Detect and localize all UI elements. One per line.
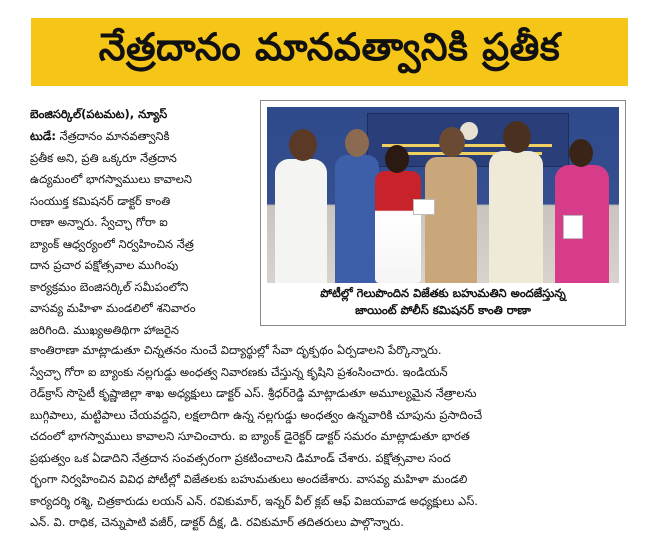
article-line: ర్భంగా నిర్వహించిన వివిధ పోటీల్లో విజేతలకు బహుమతులు అందజేశారు. వాసవ్య మహిళా మండలి [30,472,468,486]
certificate-paper [413,199,435,215]
dateline-place: బెంజిసర్కిల్(పటమట), న్యూస్ [30,107,168,121]
dateline-agency: టుడే: [30,129,56,143]
article-left-column [30,126,254,341]
article-line: కాంతిరాణా మాట్లాడుతూ చిన్నతనం నుంచే విద్యార్థుల్లో సేవా దృక్పథం ఏర్పడాలని పేర్కొన్నారు. [30,343,442,357]
person-cream-shirt [489,151,543,283]
caption-line: జాయింట్ పోలీస్ కమిషనర్ కాంతి రాణా [355,303,531,317]
news-photo-frame [260,100,626,326]
article-line: జరిగింది. ముఖ్యఅతిథిగా హాజరైన [30,322,179,337]
article-line: బ్యాంక్ ఆధ్వర్యంలో నిర్వహించిన నేత్ర [30,236,194,251]
article-line: దాన ప్రచార పక్షోత్సవాల ముగింపు [30,258,179,272]
article-full-width-text [30,340,627,534]
article-line: వాసవ్య మహిళా మండలిలో శనివారం [30,301,196,315]
headline-banner [31,18,628,86]
dateline [30,103,254,125]
article-line: చదంలో భాగస్వాములు కావాలని సూచించారు. ఐ బ్యాంక్ డైరెక్టర్ డాక్టర్ సమరం మాట్లాడుతూ భారత [30,429,470,443]
person-blue-shirt [335,155,379,283]
police-officer [425,157,477,283]
photo-caption [267,285,619,319]
article-line: సంయుక్త కమిషనర్ డాక్టర్ కాంతి [30,193,171,208]
certificate-paper [563,215,583,239]
girl-red-white-dress [375,171,421,283]
article-line: కార్యదర్శి రశ్మి, చిత్రకారుడు లయన్ ఎన్. రవికుమార్, ఇన్నర్ వీల్ క్లబ్ ఆఫ్ విజయవాడ అధ్యక్షులు ఎస్. [30,493,478,508]
headline-title: నేత్రదానం మానవత్వానికి ప్రతీక [98,25,561,69]
person-left-white-shirt [275,159,327,283]
article-line: ఎన్. వి. రాధిక, చెన్నుపాటి వజీర్, డాక్టర్ దీక్ష, డి. రవికుమార్ తదితరులు పాల్గొన్నారు. [30,515,404,529]
article-line: రాణా అన్నారు. స్వేచ్ఛా గోరా ఐ [30,215,168,229]
article-line: ఉద్యమంలో భాగస్వాములు కావాలని [30,172,192,186]
article-line: స్వేచ్ఛా గోరా ఐ బ్యాంకు నల్లగుడ్డు అంధత్వ నివారణకు చేస్తున్న కృషిని ప్రశంసించారు. ఇండియన్ [30,364,448,379]
article-line: ప్రభుత్వం ఒక ఏడాదిని నేత్రదాన సంవత్సరంగా ప్రకటించాలని డిమాండ్ చేశారు. పక్షోత్సవాల సంద [30,450,451,465]
article-line: ప్రతీక అని, ప్రతి ఒక్కరూ నేత్రదాన [30,150,177,165]
article-line: బుగ్గిపాలు, మట్టిపాలు చేయవద్దని, లక్షలాదిగా ఉన్న నల్లగుడ్డు అంధత్వం ఉన్నవారికి చూపును ప్రసాదించే [30,407,483,422]
caption-line: పోటీల్లో గెలుపొందిన విజేతకు బహుమతిని అందజేస్తున్న [320,286,566,300]
news-photo [267,107,619,283]
article-line: కార్యక్రమం బెంజిసర్కిల్ సమీపంలోని [30,279,189,294]
article-line: రెడ్‌క్రాస్ సొసైటీ కృష్ణాజిల్లా శాఖ అధ్యక్షులు డాక్టర్ ఎస్. శ్రీధర్‌రెడ్డి మాట్లాడుతూ అమూల్యమైన నేత్రాలను [30,386,477,400]
article-line: టుడే: నేత్రదానం మానవత్వానికి [30,129,170,143]
